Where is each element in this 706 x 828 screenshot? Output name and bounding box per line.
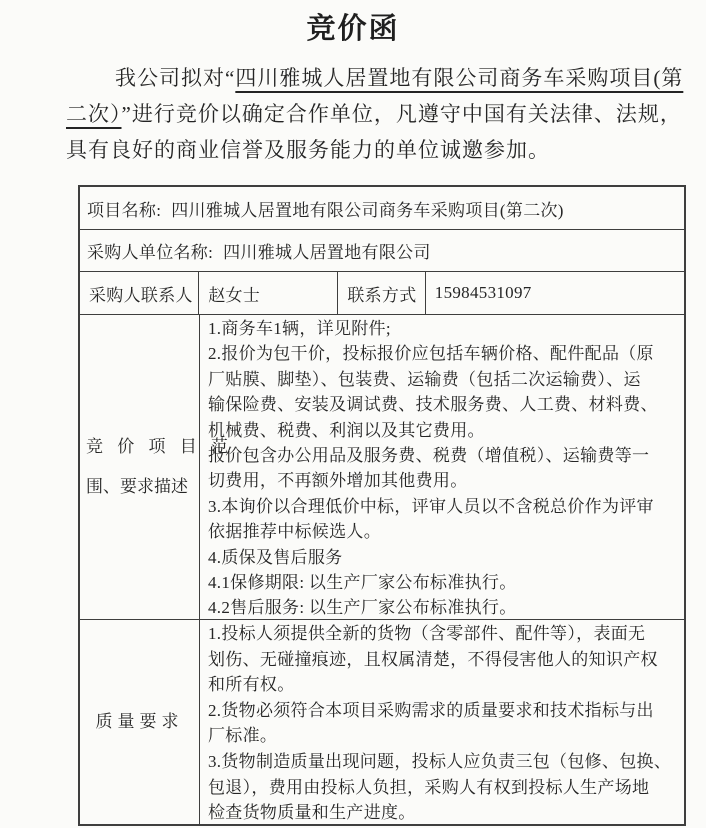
project-name-underlined-part2: 二次）: [66, 102, 122, 126]
text-line: 3.本询价以合理低价中标，评审人员以不含税总价作为评审: [208, 496, 654, 516]
project-name-underlined-part1: 四川雅城人居置地有限公司商务车采购项目(第: [235, 66, 684, 90]
text-line: 1.商务车1辆，详见附件;: [208, 319, 391, 338]
text-line: 包退），费用由投标人负担，采购人有权到投标人生产场地: [208, 777, 650, 797]
text-line: 2.货物必须符合本项目采购需求的质量要求和技术指标与出: [208, 700, 654, 720]
intro-line2-text: ”进行竞价以确定合作单位，凡遵守中国有关法律、法规，: [121, 102, 682, 126]
intro-line-3: 具有良好的商业信誉及服务能力的单位诚邀参加。: [66, 138, 550, 162]
purchaser-name-label: 采购人单位名称:: [87, 243, 214, 262]
bid-info-table: [78, 185, 686, 826]
table-row-purchaser-name: [80, 229, 684, 271]
text-line: 1.投标人须提供全新的货物（含零部件、配件等），表面无: [208, 624, 646, 643]
text-line: 依据推荐中标候选人。: [208, 522, 381, 542]
scope-label-line1: 竞 价 项 目 范: [86, 437, 233, 456]
text-line: 厂贴膜、脚垫）、包装费、运输费（包括二次运输费）、运: [208, 369, 641, 389]
text-line: 4.2售后服务: 以生产厂家公布标准执行。: [208, 598, 517, 618]
intro-line1-text: 我公司拟对“: [115, 66, 236, 90]
quality-label-cell: [80, 620, 199, 824]
table-row-project-name: [80, 187, 684, 229]
scope-label-cell: [80, 315, 233, 619]
contact-phone-value-cell: 15984531097: [425, 272, 684, 314]
intro-paragraph: [66, 60, 690, 168]
quality-label-text: 质量要求: [95, 712, 184, 731]
contact-phone-label-cell: 联系方式: [337, 272, 424, 314]
text-line: 机械费、税费、利润以及其它费用。: [208, 420, 485, 440]
document-title: 竞价函: [306, 13, 400, 45]
text-line: 输保险费、安装及调试费、技术服务费、人工费、材料费、: [208, 395, 658, 415]
text-line: 4.质保及售后服务: [208, 547, 343, 567]
intro-line-1: [66, 60, 690, 96]
purchaser-name-value: 四川雅城人居置地有限公司: [223, 243, 431, 262]
scope-label-line2: 围、要求描述: [86, 477, 188, 496]
contact-name-value-cell: 赵女士: [198, 272, 337, 314]
contact-name-label-cell: 采购人联系人: [89, 285, 193, 305]
quality-content-cell: [199, 620, 684, 824]
text-line: 2.报价为包干价，投标报价应包括车辆价格、配件配品（原: [208, 344, 654, 364]
table-row-contact: [80, 271, 684, 314]
text-line: 3.货物制造质量出现问题，投标人应负责三包（包修、包换、: [208, 751, 672, 771]
scope-content-cell: [199, 315, 684, 619]
purchaser-name-cell: [80, 238, 684, 263]
text-line: 检查货物质量和生产进度。: [208, 803, 416, 823]
intro-line-2: [66, 96, 690, 132]
project-name-label: 项目名称:: [87, 200, 162, 220]
text-line: 划伤、无碰撞痕迹，且权属清楚，不得侵害他人的知识产权: [208, 649, 658, 669]
text-line: 厂标准。: [208, 726, 278, 746]
text-line: 切费用，不再额外增加其他费用。: [208, 471, 468, 491]
table-row-scope: [80, 314, 684, 619]
table-row-quality: [80, 619, 684, 824]
text-line: 和所有权。: [208, 675, 295, 695]
text-line: 报价包含办公用品及服务费、税费（增值税）、运输费等一: [208, 446, 650, 466]
project-name-cell: [80, 196, 684, 221]
project-name-value: 四川雅城人居置地有限公司商务车采购项目(第二次): [171, 200, 564, 220]
text-line: 4.1保修期限: 以生产厂家公布标准执行。: [208, 573, 517, 593]
